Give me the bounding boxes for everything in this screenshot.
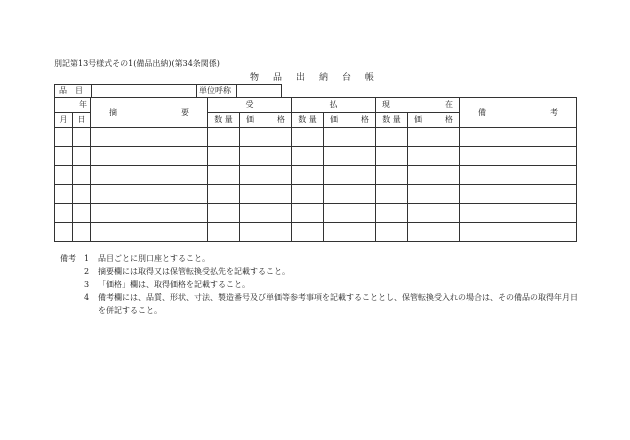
ledger-cell — [240, 147, 292, 166]
current-qty-header: 数 量 — [376, 113, 408, 128]
ledger-cell — [91, 147, 208, 166]
divider — [196, 85, 197, 97]
paid-price-header: 価 格 — [324, 113, 376, 128]
paid-header: 払 — [292, 98, 376, 113]
paid-qty-header: 数 量 — [292, 113, 324, 128]
ledger-cell — [73, 128, 91, 147]
ledger-table — [54, 97, 577, 242]
day-header: 日 — [73, 113, 91, 128]
ledger-cell — [240, 128, 292, 147]
ledger-cell — [240, 185, 292, 204]
ledger-cell — [240, 204, 292, 223]
ledger-cell — [376, 166, 408, 185]
header-row-1 — [55, 98, 577, 113]
note-item — [60, 252, 590, 265]
ledger-cell — [73, 147, 91, 166]
ledger-cell — [91, 185, 208, 204]
ledger-cell — [460, 166, 577, 185]
ledger-cell — [240, 166, 292, 185]
ledger-cell — [460, 204, 577, 223]
ledger-row — [55, 147, 577, 166]
ledger-cell — [73, 223, 91, 242]
ledger-cell — [408, 147, 460, 166]
ledger-cell — [324, 185, 376, 204]
ledger-cell — [292, 223, 324, 242]
note-text: 摘要欄には取得又は保管転換受払先を記載すること。 — [98, 267, 290, 276]
note-number: 1 — [84, 254, 90, 263]
ledger-cell — [208, 204, 240, 223]
ledger-cell — [324, 128, 376, 147]
divider — [236, 85, 237, 97]
title-char: 帳 — [364, 73, 374, 83]
note-number: 4 — [84, 293, 90, 302]
ledger-cell — [292, 128, 324, 147]
ledger-cell — [91, 204, 208, 223]
month-header: 月 — [55, 113, 73, 128]
ledger-cell — [460, 147, 577, 166]
divider — [91, 85, 92, 97]
note-item — [60, 291, 590, 317]
ledger-cell — [55, 147, 73, 166]
note-text: 備考欄には、品質、形状、寸法、製造番号及び単価等参考事項を記載することとし、保管転換受入れの場合は、その備品の取得年月日を併記すること。 — [98, 293, 578, 315]
ledger-cell — [55, 204, 73, 223]
ledger-cell — [91, 223, 208, 242]
ledger-cell — [324, 223, 376, 242]
title-char: 品 — [272, 73, 282, 83]
received-qty-header: 数 量 — [208, 113, 240, 128]
title-char: 納 — [318, 73, 328, 83]
ledger-cell — [208, 166, 240, 185]
ledger-cell — [376, 128, 408, 147]
note-text: 品目ごとに別口座とすること。 — [98, 254, 210, 263]
ledger-cell — [324, 204, 376, 223]
ledger-cell — [324, 147, 376, 166]
current-price-header: 価 格 — [408, 113, 460, 128]
ledger-cell — [55, 128, 73, 147]
ledger-row — [55, 223, 577, 242]
notes-lead: 備考 — [60, 254, 76, 263]
current-header: 現 在 — [376, 98, 460, 113]
ledger-cell — [292, 166, 324, 185]
ledger-cell — [208, 223, 240, 242]
note-item — [60, 278, 590, 291]
ledger-cell — [91, 166, 208, 185]
item-label: 品 目 — [59, 86, 83, 95]
ledger-row — [55, 128, 577, 147]
ledger-cell — [292, 204, 324, 223]
unit-label: 単位呼称 — [199, 86, 231, 95]
ledger-cell — [408, 223, 460, 242]
ledger-row — [55, 204, 577, 223]
ledger-cell — [55, 185, 73, 204]
ledger-cell — [408, 185, 460, 204]
summary-header: 摘 要 — [91, 98, 208, 128]
ledger-row — [55, 185, 577, 204]
item-header-box — [54, 84, 282, 98]
ledger-cell — [73, 185, 91, 204]
ledger-cell — [376, 223, 408, 242]
ledger-cell — [460, 185, 577, 204]
ledger-cell — [240, 223, 292, 242]
title-char: 物 — [250, 73, 260, 83]
form-caption: 別記第13号様式その1(備品出納)(第34条関係) — [54, 59, 220, 68]
ledger-cell — [376, 147, 408, 166]
title-char: 台 — [341, 73, 351, 83]
year-header: 年 — [55, 98, 91, 113]
note-text: 「価格」欄は、取得価格を記載すること。 — [98, 280, 250, 289]
ledger-cell — [73, 166, 91, 185]
ledger-cell — [55, 166, 73, 185]
ledger-cell — [292, 185, 324, 204]
ledger-cell — [55, 223, 73, 242]
received-price-header: 価 格 — [240, 113, 292, 128]
ledger-cell — [376, 204, 408, 223]
note-item — [60, 265, 590, 278]
ledger-cell — [460, 128, 577, 147]
ledger-cell — [91, 128, 208, 147]
ledger-cell — [73, 204, 91, 223]
ledger-cell — [460, 223, 577, 242]
ledger-body — [55, 128, 577, 242]
note-number: 2 — [84, 267, 90, 276]
ledger-cell — [408, 204, 460, 223]
ledger-cell — [376, 185, 408, 204]
ledger-cell — [208, 147, 240, 166]
ledger-cell — [208, 185, 240, 204]
document-title — [250, 70, 374, 83]
title-char: 出 — [295, 73, 305, 83]
ledger-cell — [408, 166, 460, 185]
ledger-cell — [324, 166, 376, 185]
ledger-row — [55, 166, 577, 185]
received-header: 受 — [208, 98, 292, 113]
ledger-cell — [408, 128, 460, 147]
remarks-header: 備 考 — [460, 98, 577, 128]
note-number: 3 — [84, 280, 90, 289]
ledger-cell — [208, 128, 240, 147]
ledger-cell — [292, 147, 324, 166]
notes-section — [60, 252, 590, 317]
